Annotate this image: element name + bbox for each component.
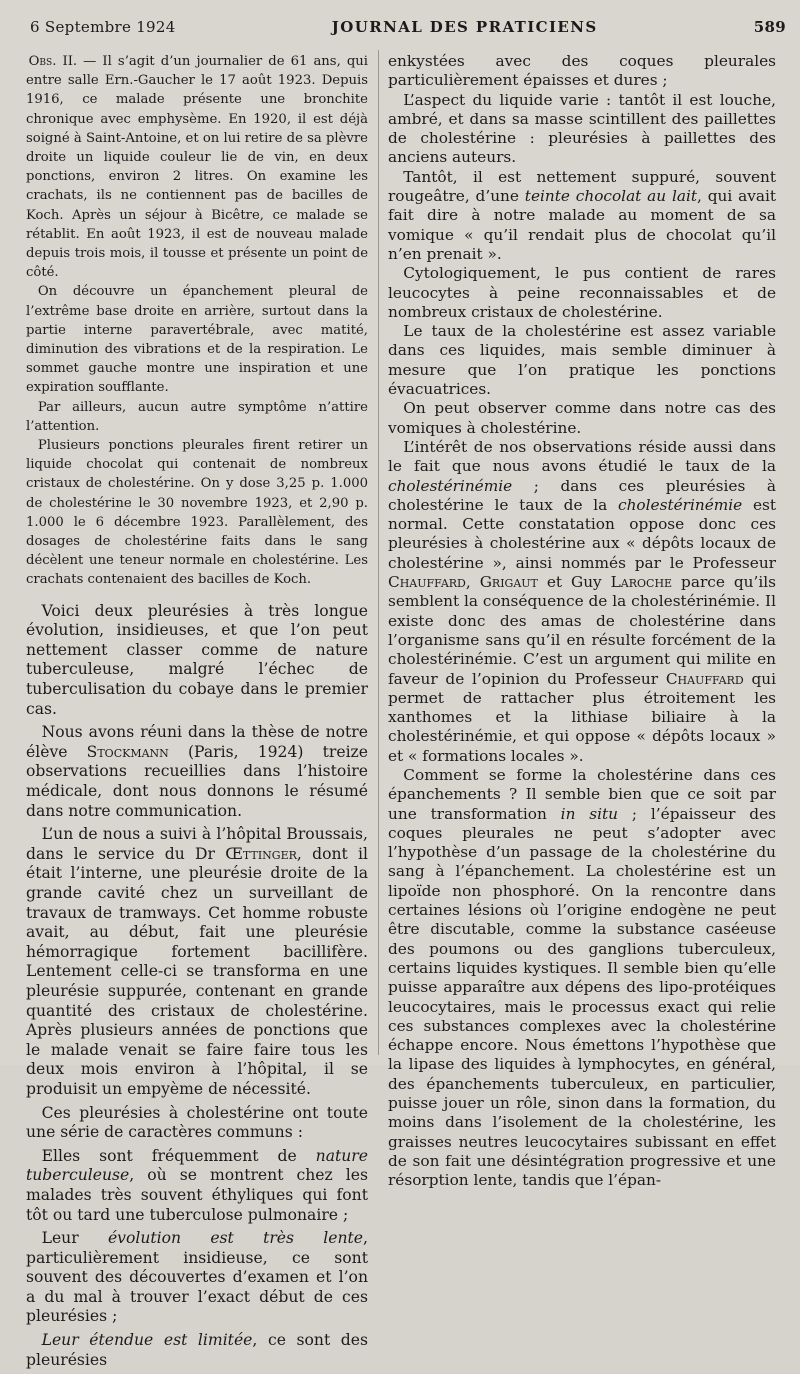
right-column	[388, 52, 776, 1191]
column-divider	[378, 50, 379, 1055]
right-paragraph-6: On peut observer comme dans notre cas des vomiques à cholestérine.	[388, 399, 776, 437]
observation-block	[26, 52, 368, 590]
obs-paragraph-3: Par ailleurs, aucun autre symptôme n’attire l’attention.	[26, 399, 368, 434]
author-name: Stockmann	[86, 742, 169, 761]
right-paragraph-7: L’intérêt de nos observations réside aussi dans le fait que nous avons étudié le taux de la cholestérinémie ; dans ces pleurésies à cholestérine le taux de la cholestérinémie est normal. Cette constatation oppose donc ces pleurésies à cholestérine aux « dépôts locaux de cholestérine », ainsi nommés par le Professeur Chauffard, Grigaut et Guy Laroche parce qu’ils semblent la conséquence de la cholestérinémie. Il existe donc des amas de cholestérine dans l’organisme sans qu’il en résulte forcément de la cholestérinémie. C’est un argument qui milite en faveur de l’opinion du Professeur Chauffard qui permet de rattacher plus étroitement les xanthomes et la lithiase biliaire à la cholestérinémie, et qui oppose « dépôts locaux » et « formations locales ».	[388, 437, 776, 765]
right-paragraph-1: enkystées avec des coques pleurales particulièrement épaisses et dures ;	[388, 52, 776, 90]
body-paragraph-2: Nous avons réuni dans la thèse de notre élève Stockmann (Paris, 1924) treize observations recueillies dans l’histoire médicale, dont nous donnons le résumé dans notre communication.	[26, 723, 368, 820]
obs-paragraph-1: Obs. II. — Il s’agit d’un journalier de 61 ans, qui entre salle Ern.-Gaucher le 17 août 1923. Depuis 1916, ce malade présente une bronchite chronique avec emphysème. En 1920, il est déjà soigné à Saint-Antoine, et on lui retire de sa plèvre droite un liquide couleur lie de vin, en deux ponctions, environ 2 litres. On examine les crachats, ils ne contiennent pas de bacilles de Koch. Après un séjour à Bicêtre, ce malade se rétablit. En août 1923, il est de nouveau malade depuis trois mois, il tousse et présente un point de côté.	[26, 54, 368, 281]
author-name: Grigaut	[479, 573, 538, 592]
page-header	[30, 18, 786, 40]
author-name: Chauffard	[388, 573, 466, 592]
left-column	[26, 52, 368, 1374]
author-name: Œttinger	[225, 844, 297, 863]
author-name: Chauffard	[665, 669, 744, 688]
body-paragraph-4: Ces pleurésies à cholestérine ont toute une série de caractères communs :	[26, 1103, 368, 1142]
journal-title: JOURNAL DES PRATICIENS	[331, 18, 598, 36]
right-paragraph-3: Tantôt, il est nettement suppuré, souvent rougeâtre, d’une teinte chocolat au lait, qui avait fait dire à notre malade au moment de sa vomique « qu’il rendait plus de chocolat qu’il n’en prenait ».	[388, 167, 776, 263]
body-paragraph-7: Leur étendue est limitée, ce sont des pleurésies	[26, 1331, 368, 1369]
obs-label: Obs. II.	[28, 54, 78, 69]
right-paragraph-8: Comment se forme la cholestérine dans ces épanchements ? Il semble bien que ce soit par une transformation in situ ; l’épaisseur des coques pleurales ne peut s’adopter avec l’hypothèse d’un passage de la cholestérine du sang à l’épanchement. La cholestérine est un lipoïde non phosphoré. On la rencontre dans certaines lésions où l’origine endogène ne peut être discutable, comme la substance caséeuse des poumons ou des ganglions tuberculeux, certains liquides kystiques. Il semble bien qu’elle puisse apparaître aux dépens des lipo-protéiques leucocytaires, mais le processus exact qui relie ces substances complexes avec la cholestérine échappe encore. Nous émettons l’hypothèse que la lipase des liquides à lymphocytes, en général, des épanchements tuberculeux, en particulier, puisse jouer un rôle, sinon dans la formation, du moins dans l’isolement de la cholestérine, les graisses neutres leucocytaires subissant en effet de son fait une désintégration progressive et une résorption lente, tandis que l’épan-	[388, 765, 776, 1190]
obs-paragraph-2: On découvre un épanchement pleural de l’extrême base droite en arrière, surtout dans la partie interne paravertébrale, avec matité, diminution des vibrations et de la respiration. Le sommet gauche montre une inspiration et une expiration soufflante.	[26, 284, 368, 396]
right-paragraph-4: Cytologiquement, le pus contient de rares leucocytes à peine reconnaissables et de nombreux cristaux de cholestérine.	[388, 264, 776, 321]
body-paragraph-6: Leur évolution est très lente, particulièrement insidieuse, ce sont souvent des découvertes d’examen et l’on a du mal à trouver l’exact début de ces pleurésies ;	[26, 1229, 368, 1326]
body-paragraph-1: Voici deux pleurésies à très longue évolution, insidieuses, et que l’on peut nettement classer comme de nature tuberculeuse, malgré l’échec de tuberculisation du cobaye dans le premier cas.	[26, 601, 368, 718]
page-number: 589	[753, 18, 786, 36]
body-paragraph-5: Elles sont fréquemment de nature tuberculeuse, où se montrent chez les malades très souvent éthyliques qui font tôt ou tard une tuberculose pulmonaire ;	[26, 1146, 368, 1224]
author-name: Laroche	[610, 573, 673, 592]
body-paragraph-3: L’un de nous a suivi à l’hôpital Broussais, dans le service du Dr Œttinger, dont il était l’interne, une pleurésie droite de la grande cavité chez un surveillant de travaux de tramways. Cet homme robuste avait, au début, fait une pleurésie hémorragique fortement bacillifère. Lentement celle-ci se transforma en une pleurésie suppurée, contenant en grande quantité des cristaux de cholestérine. Après plusieurs années de ponctions que le malade venait se faire faire tous les deux mois environ à l’hôpital, il se produisit un empyème de nécessité.	[26, 825, 368, 1098]
obs-paragraph-4: Plusieurs ponctions pleurales firent retirer un liquide chocolat qui contenait de nombreux cristaux de cholestérine. On y dose 3,25 p. 1.000 de cholestérine le 30 novembre 1923, et 2,90 p. 1.000 le 6 décembre 1923. Parallèlement, des dosages de cholestérine faits dans le sang décèlent une teneur normale en cholestérine. Les crachats contenaient des bacilles de Koch.	[26, 438, 368, 588]
right-paragraph-5: Le taux de la cholestérine est assez variable dans ces liquides, mais semble diminuer à mesure que l’on pratique les ponctions évacuatrices.	[388, 322, 776, 399]
right-paragraph-2: L’aspect du liquide varie : tantôt il est louche, ambré, et dans sa masse scintillent des paillettes de cholestérine : pleurésies à paillettes des anciens auteurs.	[388, 90, 776, 167]
left-body-text	[26, 602, 368, 1371]
header-date: 6 Septembre 1924	[30, 18, 176, 36]
